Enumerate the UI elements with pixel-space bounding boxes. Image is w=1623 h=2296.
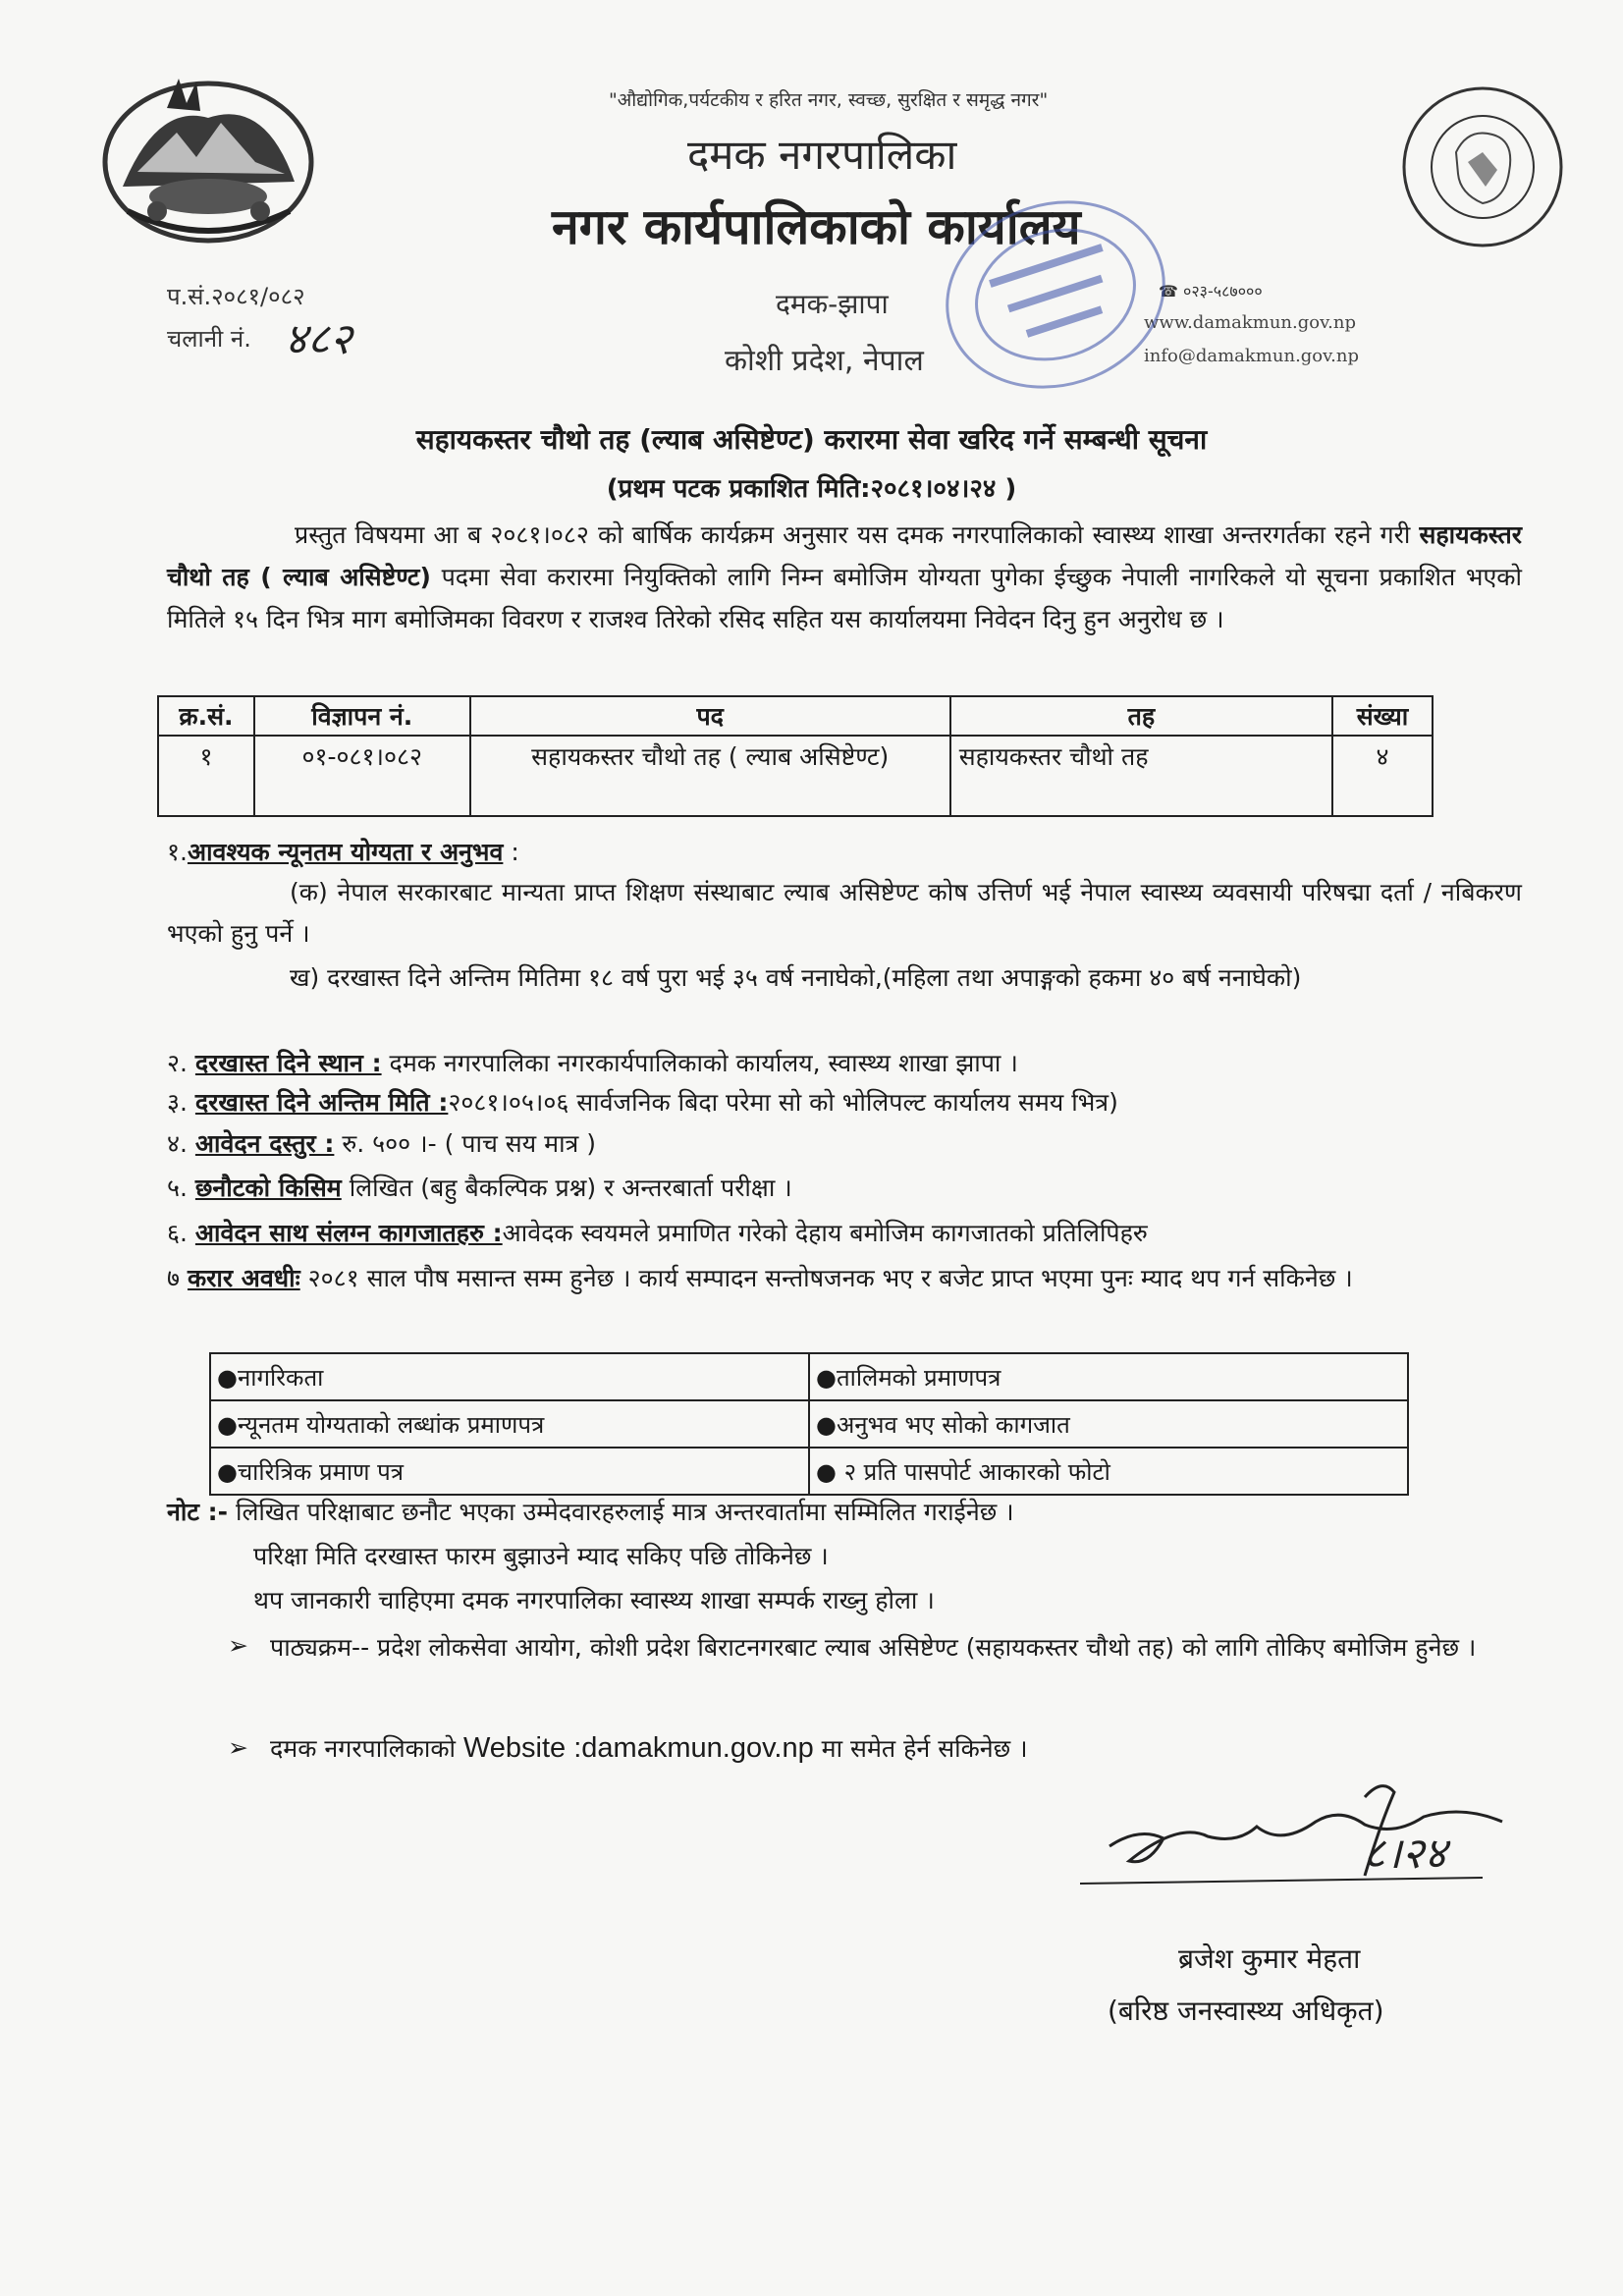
address-line-1: दमक-झापा xyxy=(776,288,889,320)
section-7-title: करार अवधीः xyxy=(187,1264,300,1292)
section-3-text: २०८१।०५।०६ सार्वजनिक बिदा परेमा सो को भोलिपल्ट कार्यालय समय भित्र) xyxy=(448,1088,1118,1117)
municipality-seal-icon xyxy=(1399,83,1566,250)
document-item: ●चारित्रिक प्रमाण पत्र xyxy=(210,1448,809,1495)
section-1-number: १. xyxy=(167,838,188,866)
header-count: संख्या xyxy=(1332,696,1433,736)
bullet-arrow-icon: ➢ xyxy=(228,1631,248,1660)
website-note-c: मा समेत हेर्न सकिनेछ । xyxy=(813,1734,1028,1763)
table-row xyxy=(210,1400,1408,1448)
office-stamp-icon xyxy=(938,191,1173,398)
section-4-number: ४. xyxy=(167,1129,188,1158)
header-post: पद xyxy=(470,696,950,736)
website-link[interactable]: www.damakmun.gov.np xyxy=(1144,312,1356,333)
section-1-item-b: ख) दरखास्त दिने अन्तिम मितिमा १८ वर्ष पुरा भई ३५ वर्ष ननाघेको,(महिला तथा अपाङ्गको हकमा ४० बर्ष ननाघेको) xyxy=(290,963,1302,992)
section-6-number: ६. xyxy=(167,1219,188,1247)
section-2 xyxy=(167,1044,1018,1083)
notice-title: सहायकस्तर चौथो तह (ल्याब असिष्टेण्ट) करारमा सेवा खरिद गर्ने सम्बन्धी सूचना xyxy=(415,423,1208,456)
document-item: ●नागरिकता xyxy=(210,1353,809,1400)
header-advertisement-no: विज्ञापन नं. xyxy=(254,696,470,736)
section-3 xyxy=(167,1083,1118,1122)
section-7 xyxy=(167,1257,1522,1300)
header-serial: क्र.सं. xyxy=(158,696,254,736)
vacancy-table xyxy=(157,695,1434,817)
section-6 xyxy=(167,1214,1148,1253)
section-1-heading xyxy=(167,833,519,872)
intro-post-name: सहायकस्तर चौथो तह ( ल्याब असिष्टेण्ट) xyxy=(167,520,1522,591)
document-item: ●न्यूनतम योग्यताको लब्धांक प्रमाणपत्र xyxy=(210,1400,809,1448)
table-row xyxy=(158,736,1433,816)
signature-date: ८।२४ xyxy=(1363,1829,1447,1879)
municipality-name: दमक नगरपालिका xyxy=(687,131,957,179)
address-line-2: कोशी प्रदेश, नेपाल xyxy=(725,344,924,378)
office-name: नगर कार्यपालिकाको कार्यालय xyxy=(552,198,1081,255)
cell-serial: १ xyxy=(158,736,254,816)
syllabus-note: पाठ्यक्रम-- प्रदेश लोकसेवा आयोग, कोशी प्रदेश बिराटनगरबाट ल्याब असिष्टेण्ट (सहायकस्तर चौथो तह) को लागि तोकिए बमोजिम हुनेछ । xyxy=(270,1633,1477,1662)
document-item: ●तालिमको प्रमाणपत्र xyxy=(809,1353,1408,1400)
section-6-text: आवेदक स्वयमले प्रमाणित गरेको देहाय बमोजिम कागजातको प्रतिलिपिहरु xyxy=(502,1219,1148,1247)
section-1-item-a: (क) नेपाल सरकारबाट मान्यता प्राप्त शिक्षण संस्थाबाट ल्याब असिष्टेण्ट कोष उत्तिर्ण भई नेपाल स्वास्थ्य व्यवसायी परिषद्मा दर्ता / नबिकरण भएको हुनु पर्ने । xyxy=(167,878,1522,948)
note-line-3: थप जानकारी चाहिएमा दमक नगरपालिका स्वास्थ्य शाखा सम्पर्क राख्नु होला । xyxy=(253,1586,935,1614)
section-6-title: आवेदन साथ संलग्न कागजातहरु : xyxy=(194,1219,503,1247)
cell-post: सहायकस्तर चौथो तह ( ल्याब असिष्टेण्ट) xyxy=(470,736,950,816)
note-text-1: लिखित परिक्षाबाट छनौट भएका उम्मेदवारहरुलाई मात्र अन्तरवार्तामा सम्मिलित गराईनेछ । xyxy=(228,1498,1014,1526)
intro-paragraph xyxy=(167,514,1522,640)
section-1-colon: : xyxy=(503,838,519,866)
note-label: नोट :- xyxy=(167,1498,229,1526)
table-row xyxy=(210,1353,1408,1400)
email-link[interactable]: info@damakmun.gov.np xyxy=(1144,346,1360,366)
phone-icon: ☎ xyxy=(1159,282,1178,301)
document-item: ●अनुभव भए सोको कागजात xyxy=(809,1400,1408,1448)
section-5-number: ५. xyxy=(167,1174,188,1202)
slogan: "औद्योगिक,पर्यटकीय र हरित नगर, स्वच्छ, सुरक्षित र समृद्ध नगर" xyxy=(609,89,1049,111)
website-note-link[interactable]: Website :damakmun.gov.np xyxy=(462,1732,814,1764)
website-note xyxy=(270,1728,1028,1769)
signer-name: ब्रजेश कुमार मेहता xyxy=(1178,1942,1361,1975)
signer-designation: (बरिष्ठ जनस्वास्थ्य अधिकृत) xyxy=(1108,1995,1384,2027)
dispatch-number: ४८२ xyxy=(285,314,352,364)
phone-text: ०२३-५८७००० xyxy=(1183,282,1263,301)
section-2-text: दमक नगरपालिका नगरकार्यपालिकाको कार्यालय, स्वास्थ्य शाखा झापा । xyxy=(381,1049,1018,1077)
table-row xyxy=(210,1448,1408,1495)
section-4-text: रु. ५०० ।- ( पाच सय मात्र ) xyxy=(334,1129,597,1158)
bullet-arrow-icon: ➢ xyxy=(228,1733,248,1762)
section-1-title: आवश्यक न्यूनतम योग्यता र अनुभव xyxy=(187,838,504,866)
section-7-text: २०८१ साल पौष मसान्त सम्म हुनेछ । कार्य सम्पादन सन्तोषजनक भए र बजेट प्राप्त भएमा पुनः म्याद थप गर्न सकिनेछ । xyxy=(299,1264,1353,1292)
section-2-number: २. xyxy=(167,1049,188,1077)
reference-number: प.सं.२०८१/०८२ xyxy=(167,283,305,310)
phone-number xyxy=(1159,280,1263,301)
section-4-title: आवेदन दस्तुर : xyxy=(194,1129,335,1158)
document-item: ● २ प्रति पासपोर्ट आकारको फोटो xyxy=(809,1448,1408,1495)
section-7-number: ७ xyxy=(167,1264,181,1292)
header-level: तह xyxy=(950,696,1332,736)
cell-level: सहायकस्तर चौथो तह xyxy=(950,736,1332,816)
dispatch-label: चलानी नं. xyxy=(167,325,251,353)
section-5 xyxy=(167,1169,792,1208)
notice-subtitle: (प्रथम पटक प्रकाशित मिति:२०८१।०४।२४ ) xyxy=(606,474,1017,504)
intro-text-a: प्रस्तुत विषयमा आ ब २०८१।०८२ को बार्षिक कार्यक्रम अनुसार यस दमक नगरपालिकाको स्वास्थ्य शाखा अन्तरगर्तका रहने गरी xyxy=(295,520,1420,549)
website-note-a: दमक नगरपालिकाको xyxy=(270,1734,463,1763)
section-3-number: ३. xyxy=(167,1088,188,1117)
intro-text-b: पदमा सेवा करारमा नियुक्तिको लागि निम्न बमोजिम योग्यता पुगेका ईच्छुक नेपाली नागरिकले यो सूचना प्रकाशित भएको मितिले १५ दिन भित्र माग बमोजिमका विवरण र राजश्व तिरेको रसिद सहित यस कार्यालयमा निवेदन दिनु हुन अनुरोध छ । xyxy=(167,563,1522,633)
section-5-title: छनौटको किसिम xyxy=(194,1174,342,1202)
note-line-1 xyxy=(167,1493,1014,1532)
vacancy-table-header xyxy=(158,696,1433,736)
note-line-2: परिक्षा मिति दरखास्त फारम बुझाउने म्याद सकिए पछि तोकिनेछ । xyxy=(253,1542,829,1570)
documents-table xyxy=(209,1352,1409,1496)
cell-advertisement-no: ०१-०८१।०८२ xyxy=(254,736,470,816)
section-2-title: दरखास्त दिने स्थान : xyxy=(194,1049,382,1077)
nepal-emblem-icon xyxy=(98,64,319,250)
cell-count: ४ xyxy=(1332,736,1433,816)
section-4 xyxy=(167,1124,596,1164)
section-3-title: दरखास्त दिने अन्तिम मिति : xyxy=(194,1088,449,1117)
section-5-text: लिखित (बहु बैकल्पिक प्रश्न) र अन्तरबार्ता परीक्षा । xyxy=(341,1174,792,1202)
